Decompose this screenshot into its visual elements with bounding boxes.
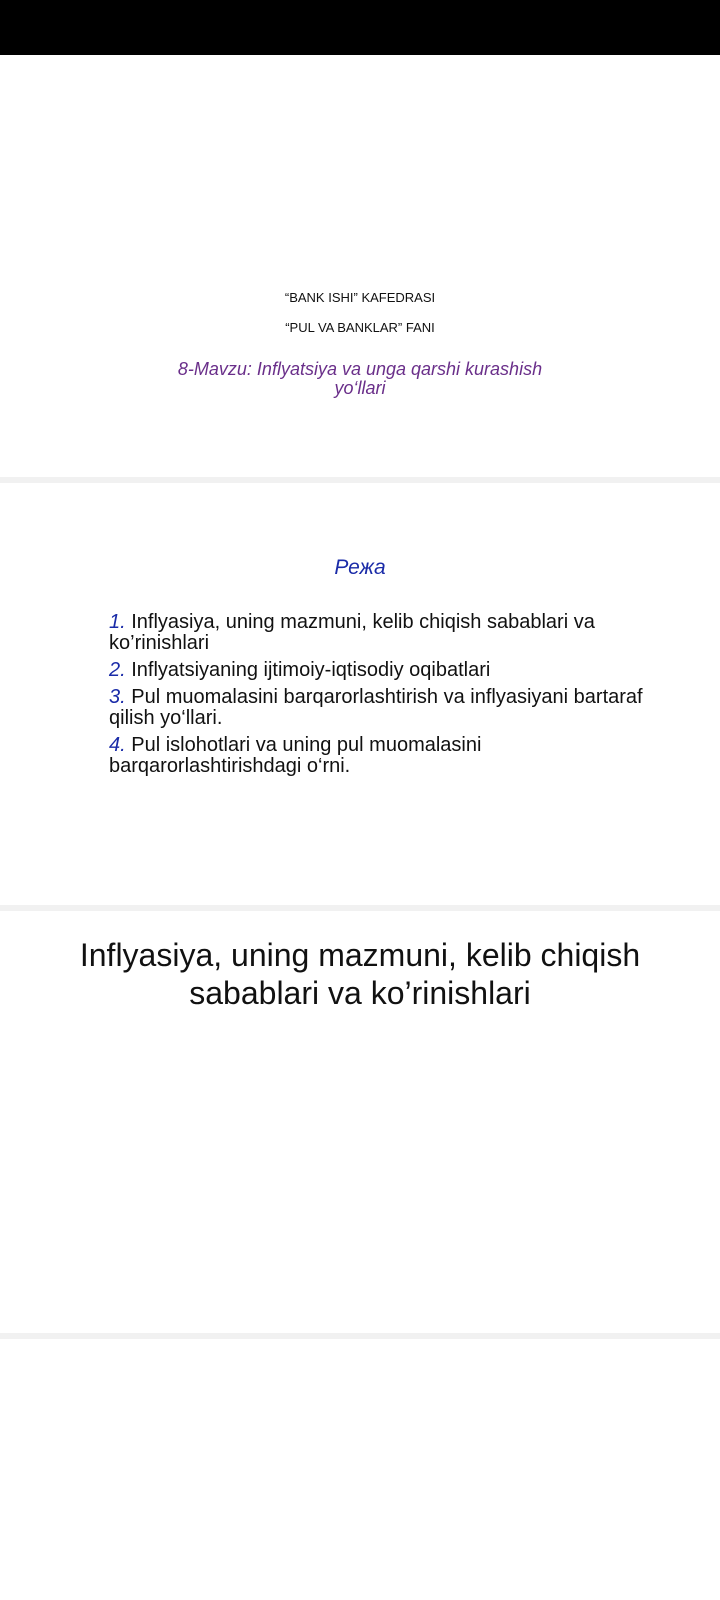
plan-list <box>109 612 669 783</box>
plan-title: Режа <box>334 556 386 579</box>
plan-item-number: 4. <box>109 734 126 756</box>
plan-item-text: Inflyasiya, uning mazmuni, kelib chiqish sabablari va ko’rinishlari <box>109 611 595 654</box>
plan-item-text: Inflyatsiyaning ijtimoiy-iqtisodiy oqibatlari <box>131 659 491 681</box>
plan-item <box>109 735 669 777</box>
topic-title-line1: 8-Mavzu: Inflyatsiya va unga qarshi kurashish <box>177 359 543 379</box>
plan-item-number: 2. <box>109 659 126 681</box>
section-heading <box>0 936 720 1012</box>
subject-text: “PUL VA BANKLAR” FANI <box>285 320 435 335</box>
slide-title[interactable] <box>0 55 720 477</box>
slide-blank[interactable] <box>0 1339 720 1600</box>
plan-item-text: Pul islohotlari va uning pul muomalasini barqarorlashtirishdagi o‘rni. <box>109 734 482 777</box>
section-heading-line2: sabablari va ko’rinishlari <box>189 975 531 1011</box>
topic-title-line2: yo‘llari <box>334 378 386 398</box>
plan-item-number: 3. <box>109 686 126 708</box>
section-heading-line1: Inflyasiya, uning mazmuni, kelib chiqish <box>79 937 641 973</box>
plan-item <box>109 612 669 654</box>
slide-section[interactable] <box>0 911 720 1333</box>
topic-title <box>0 360 720 398</box>
department-text: “BANK ISHI” KAFEDRASI <box>284 290 436 305</box>
plan-item-number: 1. <box>109 611 126 633</box>
plan-item <box>109 687 669 729</box>
plan-item <box>109 660 669 681</box>
plan-item-text: Pul muomalasini barqarorlashtirish va inflyasiyani bartaraf qilish yo‘llari. <box>109 686 643 729</box>
status-bar <box>0 0 720 55</box>
slide-plan[interactable] <box>0 483 720 905</box>
